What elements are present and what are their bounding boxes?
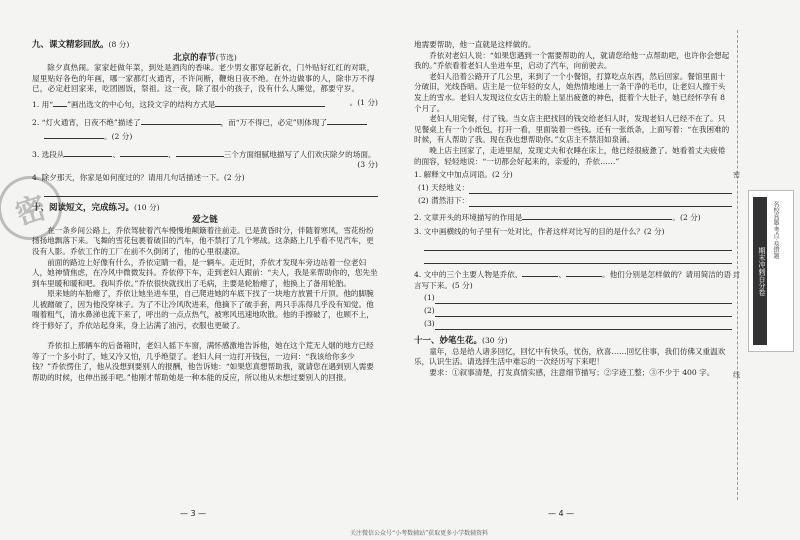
section-10-heading: 十、阅读短文，完成练习。(10 分) bbox=[32, 202, 160, 213]
answer-line-10-4-3[interactable] bbox=[435, 319, 732, 330]
page-number-right: — 4 — bbox=[548, 509, 575, 518]
passage-title-love-chain: 爱之链 bbox=[192, 215, 218, 226]
passage-love-p4-end: 地需要帮助，他一直就是这样做的。 bbox=[414, 40, 536, 49]
right-page bbox=[400, 0, 800, 540]
answer-line-10-4-2[interactable] bbox=[435, 306, 732, 317]
question-10-4-3: (3) bbox=[424, 319, 732, 330]
answer-line-10-4-1[interactable] bbox=[435, 293, 732, 304]
question-10-4-2: (2) bbox=[424, 306, 732, 317]
page-number-left: — 3 — bbox=[180, 509, 207, 518]
question-10-3: 3. 文中画横线的句子里有一处对比，作者这样对比写的目的是什么？(2 分) bbox=[414, 227, 665, 237]
secret-stamp: 密 bbox=[0, 168, 70, 249]
section-11-requirements: 要求：①叙事清楚，打发真情实感，注意细节描写；②字迹工整；③不少于 400 字。 bbox=[429, 367, 715, 377]
question-9-2-b: 。(2 分) bbox=[32, 130, 378, 143]
question-9-3: 3. 选段从 、 、 三个方面细腻地描写了人们欢庆除夕的场面。 bbox=[32, 149, 376, 159]
margin-char-2: 封 bbox=[733, 271, 740, 279]
question-10-4-1: (1) bbox=[424, 293, 732, 304]
question-9-2: 2. “灯火通宵，日夜不绝”描述了 ，而“万不得已，必定”则体现了 bbox=[32, 116, 378, 129]
question-10-4: 4. 文中的三个主要人物是乔依、 、 。他们分别是怎样做的？请用简洁的语言写下来。(5 分) bbox=[414, 269, 732, 290]
passage-spring-text: 除夕真热闹。家家赶做年菜，到处是酒肉的香味。老少男女都穿起新衣，门外贴好红红的对联，屋里贴好各色的年画，哪一家都灯火通宵，不许间断，鞭炮日夜不绝。在外边做事的人，除非万不得已，必定赶回家来，吃团圆饭，祭祖。这一夜，除了很小的孩子，没有什么人睡觉，都要守岁。 bbox=[32, 63, 375, 94]
binding-line bbox=[737, 30, 738, 500]
section-9-heading: 九、课文精彩回放。(8 分) bbox=[32, 40, 130, 50]
passage-love-p8: 晚上店主回家了，走进里屋，发现丈夫和衣睡在床上，他已经很疲惫了。她看着丈夫疲倦的面容，轻轻地说：“一切都会好起来的，亲爱的，乔依……” bbox=[414, 145, 726, 166]
passage-love-p7: 老妇人用完餐，付了钱。当女店主把找回的钱交给老妇人时，发现老妇人已经不在了。只见餐桌上有一个小纸包，打开一看，里面装着一些钱。还有一张纸条，上面写着：“在我困难的时候，有人帮助了我。现在我也想帮助你。”女店主不禁泪如泉涌。 bbox=[414, 114, 730, 145]
answer-line-10-1-1[interactable] bbox=[469, 183, 732, 194]
answer-line-10-3b[interactable] bbox=[424, 253, 732, 264]
margin-char-3: 线 bbox=[733, 371, 740, 379]
margin-char-1: 密 bbox=[733, 171, 740, 179]
question-9-3-score: (3 分) bbox=[357, 160, 378, 170]
passage-love-p3: 原来她的车胎瘪了，乔依让她坐进车里，自己爬进她的车底下找了一块地方放置千斤顶。他的脚腕儿被蹭破了，因为他没穿袜子。为了不让冷风吹进来，他摘下了破手套，两只手冻得几乎没有知觉。他喘着粗气，清水鼻涕也流下来了，呼出的一点点热气，被寒风迅速地吹散。他的手擦破了，也顾不上，终于修好了，乔依站起身来，身上沾满了油污，衣服也更破了。 bbox=[32, 289, 374, 331]
passage-title-spring: 北京的春节(节选) bbox=[173, 52, 237, 63]
question-10-1: 1. 解释文中加点词语。(2 分) bbox=[414, 170, 513, 180]
answer-line-9-4[interactable] bbox=[44, 186, 378, 197]
passage-love-p6: 老妇人沿着公路开了几公里，来到了一个小餐馆，打算吃点东西，然后回家。餐馆里面十分破旧，光线昏暗。店主是一位年轻的女人，她热情地递上一条干净的毛巾，让老妇人擦干头发上的雪水。老妇人发现这位女店主的脸上显出疲惫的神色，挺着个大肚子，她已经怀孕有 8 个月了。 bbox=[414, 71, 726, 113]
answer-line-10-3a[interactable] bbox=[424, 240, 732, 251]
series-logo-subtitle: 名校真题·考点·易错题 bbox=[772, 201, 779, 259]
question-9-1: 1. 用“ ”画出选文的中心句，这段文字的结构方式是 。(1 分) bbox=[32, 97, 378, 109]
passage-love-p5: 乔依对老妇人说：“如果您遇到一个需要帮助的人，就请您给他一点帮助吧，也许你会想起我的。”乔依看着老妇人坐进车里，启动了汽车，向前驶去。 bbox=[414, 50, 730, 71]
series-logo-title: 期末冲刺百分卷 bbox=[753, 197, 767, 345]
passage-love-p1: 在一条乡间公路上，乔依驾驶着汽车慢慢地颠簸着往前走。已是黄昏时分，伴随着寒风，雪花纷纷扬扬地飘落下来。飞舞的雪花包裹着破旧的汽车，他不禁打了几个寒战。这条路上几乎看不见汽车，更没有人影。乔依工作的工厂在前不久倒闭了，他的心里很凄凉。 bbox=[32, 225, 374, 256]
section-11-heading: 十一、妙笔生花。(30 分) bbox=[414, 336, 508, 347]
question-9-4: 4. 除夕那天，你家是如何度过的？请用几句话描述一下。(2 分) bbox=[32, 172, 245, 182]
section-11-prompt: 童年，总是给人诸多回忆，回忆中有快乐，忧伤，欣喜……回忆往事，我们仿佛又重温欢乐，认识生活。请选择生活中难忘的一次经历写下来吧！ bbox=[414, 346, 726, 367]
passage-love-p4: 乔依扣上那辆车的后备箱时，老妇人摇下车窗，满怀感激地告诉他，她在这个荒无人烟的地方已经等了一个多小时了，她又冷又怕，几乎绝望了。老妇人问一边打开钱包，一边问：“我该给你多少钱？”乔依愣住了，他从没想到要别人的报酬，他告诉她：“如果您真想帮助我，就请您在遇到别人需要帮助的时候，也伸出援手吧。”他刚才帮助她是一种本能的反应，所以他从未想过要别人的回报。 bbox=[32, 341, 374, 383]
question-10-1-1: (1) 天经地义： bbox=[418, 183, 732, 194]
footer-note: 关注微信公众号“小考数辅站”获取更多小学数辅资料 bbox=[350, 530, 489, 537]
passage-love-p2: 前面的路边上好像有什么，乔依定睛一看，是一辆车。走近时，乔依才发现车旁边站着一位老妇人，她神情焦虑，在冷风中微微发抖。乔依停下车，走到老妇人跟前：“夫人，我是来帮助你的，您先坐到车里暖和暖和吧。我叫乔依。”乔依很快就找出了毛病，主要是轮胎瘪了，他换上了备用轮胎。 bbox=[32, 257, 378, 288]
answer-line-10-1-2[interactable] bbox=[469, 196, 732, 207]
series-logo bbox=[748, 190, 794, 352]
question-10-2: 2. 文章开头的环境描写的作用是 。(2 分) bbox=[414, 212, 701, 222]
question-10-1-2: (2) 潸然泪下： bbox=[418, 196, 732, 207]
